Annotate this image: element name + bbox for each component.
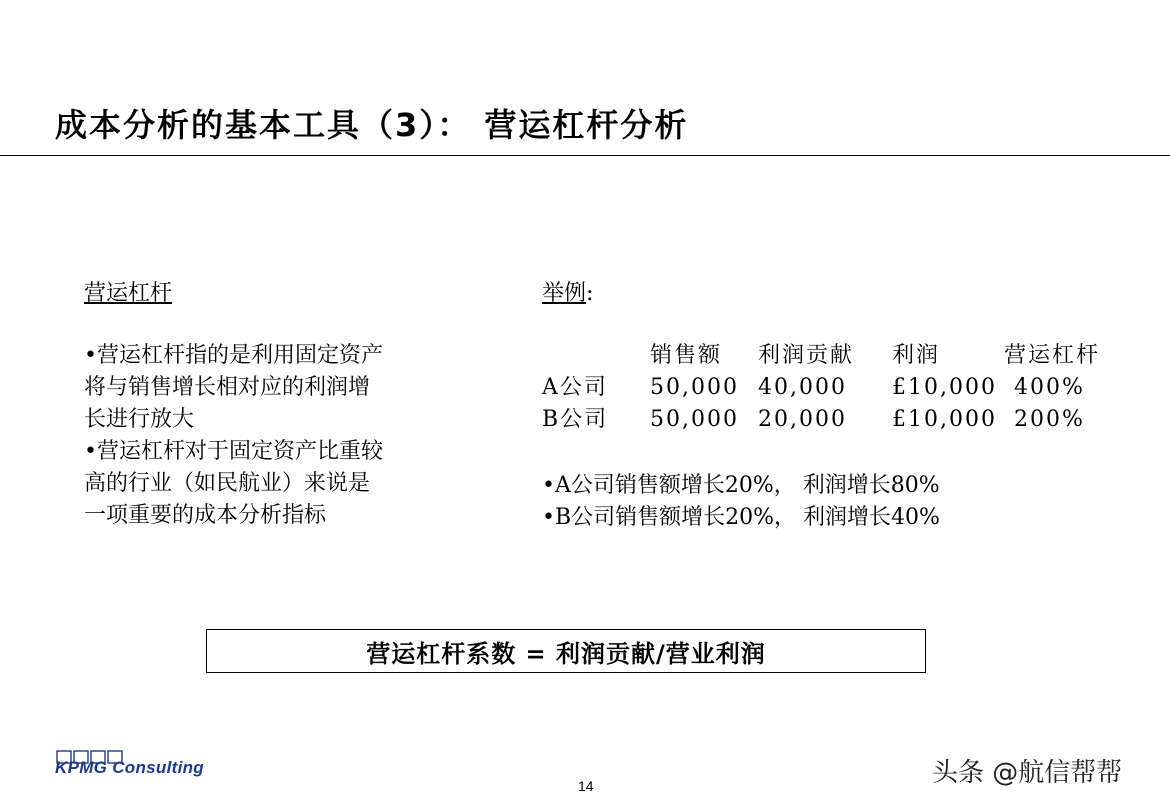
sales-value: 50,000 — [650, 407, 739, 432]
company-name: A公司 — [542, 375, 608, 400]
slide-title: 成本分析的基本工具（3）： 营运杠杆分析 — [55, 106, 689, 144]
example-heading-colon: : — [586, 281, 594, 306]
result-line-b: •B公司销售额增长20%， 利润增长40% — [542, 505, 940, 530]
bullet-line: •营运杠杆对于固定资产比重较 — [84, 439, 383, 464]
leverage-value: 400% — [1014, 375, 1085, 400]
example-heading: 举例 — [542, 281, 587, 306]
growth-results — [542, 470, 940, 534]
column-header-contribution: 利润贡献 — [758, 343, 855, 368]
profit-value: £10,000 — [892, 375, 997, 400]
bullet-line: 长进行放大 — [84, 407, 195, 432]
column-header-leverage: 营运杠杆 — [1004, 343, 1101, 368]
example-column — [542, 278, 1142, 530]
watermark-text: 头条 @航信帮帮 — [932, 758, 1123, 788]
left-column — [84, 278, 464, 532]
title-divider — [0, 155, 1170, 156]
kpmg-logo — [55, 758, 204, 778]
column-header-profit: 利润 — [892, 343, 941, 368]
company-name: B公司 — [542, 407, 609, 432]
bullet-line: 一项重要的成本分析指标 — [84, 503, 327, 528]
formula-text: 营运杠杆系数 = 利润贡献/营业利润 — [366, 639, 766, 668]
definition-bullets — [84, 340, 464, 532]
bullet-line: •营运杠杆指的是利用固定资产 — [84, 343, 383, 368]
bullet-line: 高的行业（如民航业）来说是 — [84, 471, 371, 496]
column-header-sales: 销售额 — [650, 343, 723, 368]
result-line-a: •A公司销售额增长20%， 利润增长80% — [542, 473, 940, 498]
contribution-value: 20,000 — [758, 407, 847, 432]
kpmg-logo-icon — [55, 750, 127, 764]
example-heading-wrap — [542, 278, 593, 310]
leverage-value: 200% — [1014, 407, 1085, 432]
profit-value: £10,000 — [892, 407, 997, 432]
bullet-line: 将与销售增长相对应的利润增 — [84, 375, 371, 400]
contribution-value: 40,000 — [758, 375, 847, 400]
operating-leverage-heading: 营运杠杆 — [84, 281, 173, 306]
formula-box — [206, 629, 926, 673]
page-number: 14 — [578, 778, 594, 794]
logo-text: KPMG Consulting — [55, 758, 204, 777]
sales-value: 50,000 — [650, 375, 739, 400]
